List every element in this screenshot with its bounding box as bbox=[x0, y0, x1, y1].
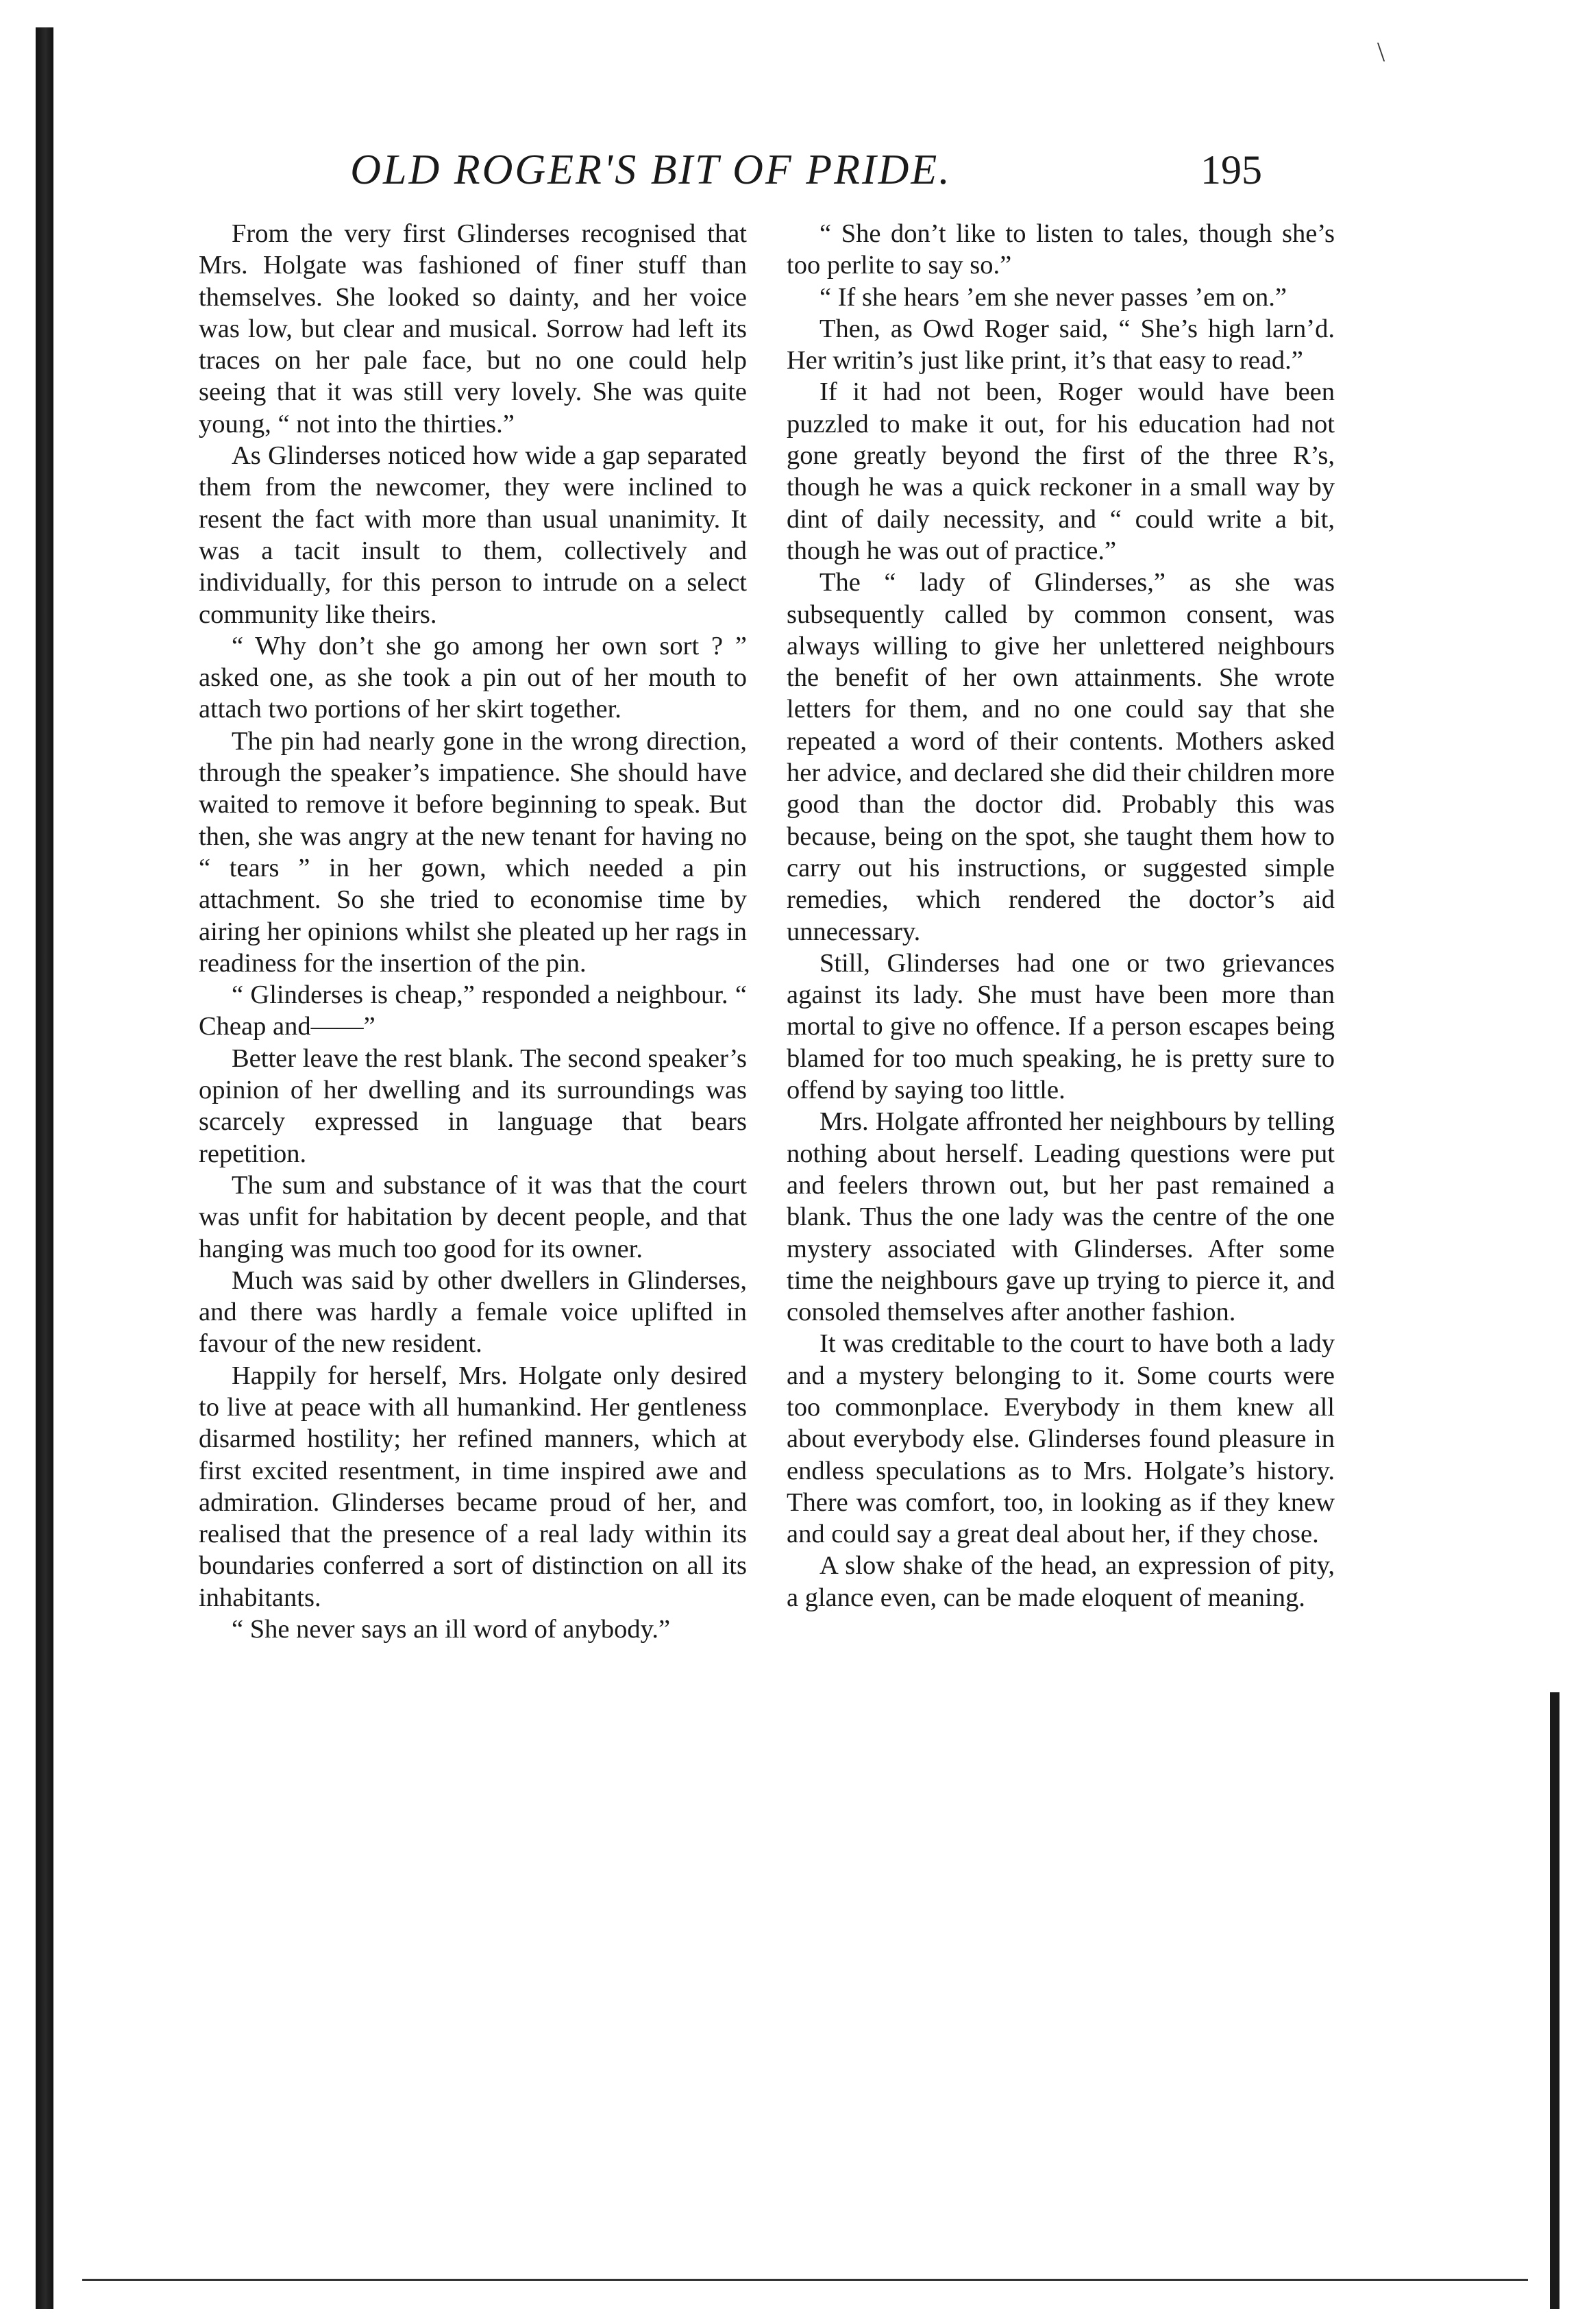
paragraph: The sum and substance of it was that the court was unfit for habitation by decent people, and that hanging was much too good for its owner. bbox=[199, 1170, 747, 1263]
text-column-right bbox=[787, 218, 1335, 2136]
paragraph: Mrs. Holgate affronted her neighbours by telling nothing about herself. Leading questions were put and feelers thrown out, but her past remained a blank. Thus the one lady was the centre of the one mystery associated with Glinderses. After some time the neighbours gave up trying to pierce it, and consoled themselves after another fashion. bbox=[787, 1107, 1335, 1327]
paragraph: “ If she hears ’em she never passes ’em on.” bbox=[819, 282, 1287, 312]
paragraph: “ She never says an ill word of anybody.” bbox=[232, 1615, 671, 1644]
paragraph: As Glinderses noticed how wide a gap separated them from the newcomer, they were inclined to resent the fact with more than usual unanimity. It was a tacit insult to them, collectively and individually, for this person to intrude on a select community like theirs. bbox=[199, 441, 747, 629]
paragraph: The “ lady of Glinderses,” as she was subsequently called by common consent, was always willing to give her unlettered neighbours the benefit of her own attainments. She wrote letters for them, and no one could say that she repeated a word of their contents. Mothers asked her advice, and declared she did their children more good than the doctor did. Probably this was because, being on the spot, she taught them how to carry out his instructions, or suggested simple remedies, which rendered the doctor’s aid unnecessary. bbox=[787, 568, 1335, 946]
corner-tick-mark: \ bbox=[1377, 36, 1385, 67]
page-edge-shadow bbox=[1550, 1692, 1559, 2309]
paragraph: Better leave the rest blank. The second speaker’s opinion of her dwelling and its surroundings was scarcely expressed in language that bears repetition. bbox=[199, 1043, 747, 1168]
paragraph: Happily for herself, Mrs. Holgate only desired to live at peace with all humankind. Her gentleness disarmed hostility; her refined manners, which at first excited resentment, in time inspired awe and admiration. Glinderses became proud of her, and realised that the presence of a real lady within its boundaries conferred a sort of distinction on all its inhabitants. bbox=[199, 1361, 747, 1612]
paragraph: From the very first Glinderses recognised that Mrs. Holgate was fashioned of finer stuff than themselves. She looked so dainty, and her voice was low, but clear and musical. Sorrow had left its traces on her pale face, but no one could help seeing that it was still very lovely. She was quite young, “ not into the thirties.” bbox=[199, 219, 747, 438]
paragraph: If it had not been, Roger would have been puzzled to make it out, for his education had not gone greatly beyond the first of the three R’s, though he was a quick reckoner in a small way by dint of daily necessity, and “ could write a bit, though he was out of practice.” bbox=[787, 378, 1335, 565]
paragraph: Then, as Owd Roger said, “ She’s high larn’d. Her writin’s just like print, it’s that easy to read.” bbox=[787, 314, 1335, 375]
text-column-left bbox=[199, 218, 747, 2136]
page-number: 195 bbox=[1200, 147, 1262, 193]
paragraph: It was creditable to the court to have both a lady and a mystery belonging to it. Some courts were too commonplace. Everybody in them knew all about everybody else. Glinderses found pleasure in endless speculations as to Mrs. Holgate’s history. There was comfort, too, in looking as if they knew and could say a great deal about her, if they chose. bbox=[787, 1329, 1335, 1549]
paragraph: The pin had nearly gone in the wrong direction, through the speaker’s impatience. She should have waited to remove it before beginning to speak. But then, she was angry at the new tenant for having no “ tears ” in her gown, which needed a pin attachment. So she tried to economise time by airing her opinions whilst she pleated up her rags in readiness for the insertion of the pin. bbox=[199, 726, 747, 978]
paragraph: Much was said by other dwellers in Glinderses, and there was hardly a female voice uplifted in favour of the new resident. bbox=[199, 1265, 747, 1359]
paragraph: Still, Glinderses had one or two grievances against its lady. She must have been more than mortal to give no offence. If a person escapes being blamed for too much speaking, he is pretty sure to offend by saying too little. bbox=[787, 948, 1335, 1105]
paragraph: “ Glinderses is cheap,” responded a neighbour. “ Cheap and——” bbox=[199, 980, 747, 1041]
paragraph: A slow shake of the head, an expression of pity, a glance even, can be made eloquent of meaning. bbox=[787, 1551, 1335, 1612]
page-binding-edge bbox=[36, 27, 53, 2309]
bottom-edge-rule bbox=[82, 2279, 1528, 2281]
running-head-title: OLD ROGER'S BIT OF PRIDE. bbox=[350, 147, 952, 193]
paragraph: “ She don’t like to listen to tales, though she’s too perlite to say so.” bbox=[787, 219, 1335, 280]
paragraph: “ Why don’t she go among her own sort ? ” asked one, as she took a pin out of her mouth to attach two portions of her skirt together. bbox=[199, 631, 747, 724]
